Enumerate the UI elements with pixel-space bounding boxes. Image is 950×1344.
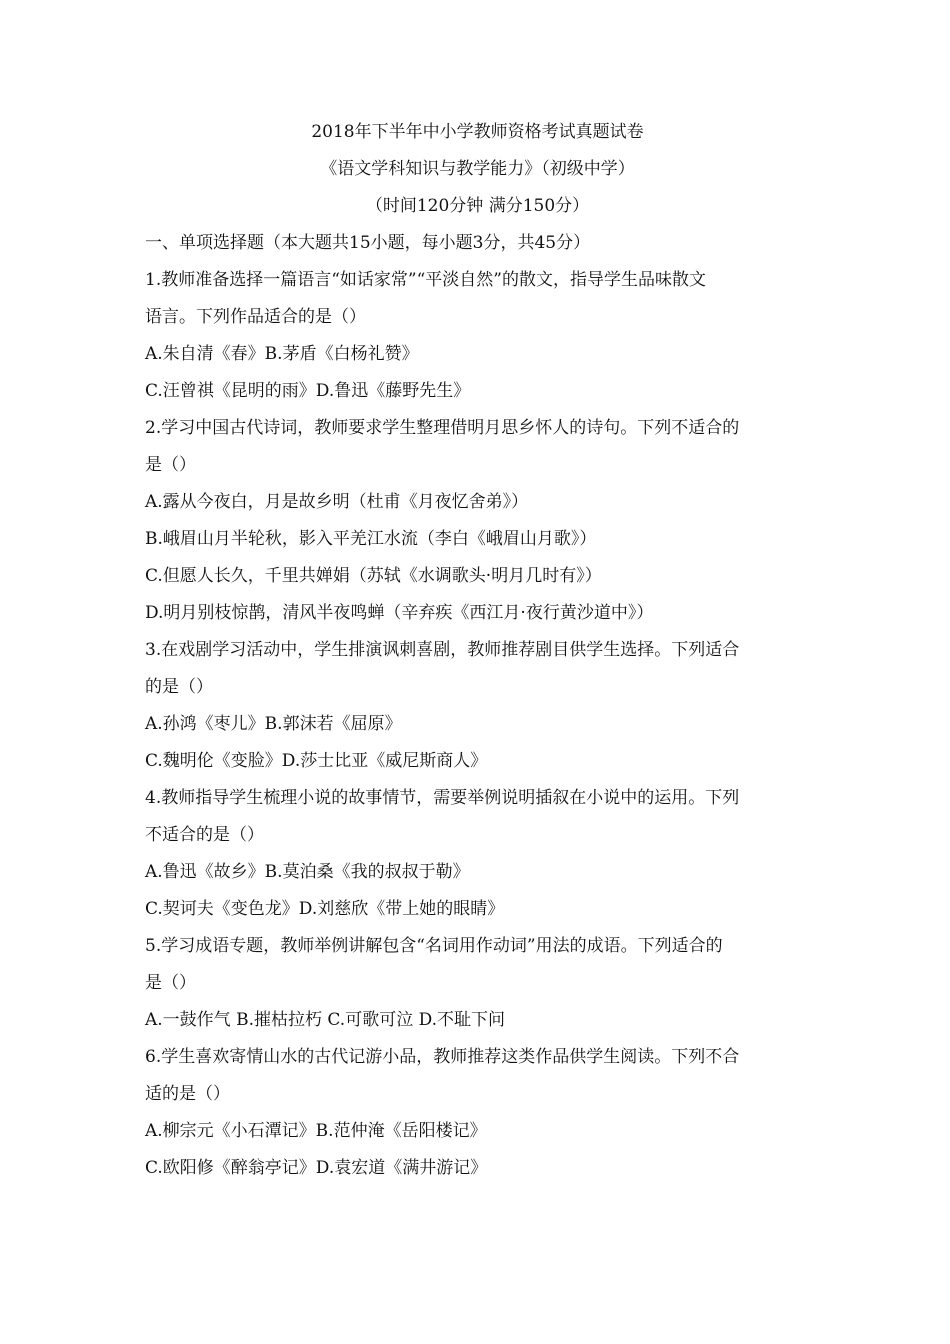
question-option: A.一鼓作气 B.摧枯拉朽 C.可歌可泣 D.不耻下问 (145, 1010, 506, 1030)
question-option: D.明月别枝惊鹊，清风半夜鸣蝉（辛弃疾《西江月·夜行黄沙道中》） (145, 603, 654, 623)
question-option: C.但愿人长久，千里共婵娟（苏轼《水调歌头·明月几时有》） (145, 566, 602, 586)
section-heading: 一、单项选择题（本大题共15小题，每小题3分，共45分） (145, 233, 591, 253)
question-stem-line: 的是（） (145, 677, 213, 697)
question-option: A.孙鸿《枣儿》B.郭沫若《屈原》 (145, 714, 402, 734)
document-content (145, 114, 810, 1187)
question-stem-line: 6.学生喜欢寄情山水的古代记游小品，教师推荐这类作品供学生阅读。下列不合 (145, 1047, 740, 1067)
question-stem-line: 1.教师准备选择一篇语言“如话家常”“平淡自然”的散文，指导学生品味散文 (145, 270, 706, 290)
question-stem-line: 5.学习成语专题，教师举例讲解包含“名词用作动词”用法的成语。下列适合的 (145, 936, 723, 956)
question-option: A.露从今夜白，月是故乡明（杜甫《月夜忆舍弟》） (145, 492, 529, 512)
question-option: A.柳宗元《小石潭记》B.范仲淹《岳阳楼记》 (145, 1121, 487, 1141)
question-option: C.欧阳修《醉翁亭记》D.袁宏道《满井游记》 (145, 1158, 488, 1178)
question-stem-line: 不适合的是（） (145, 825, 264, 845)
question-stem-line: 4.教师指导学生梳理小说的故事情节，需要举例说明插叙在小说中的运用。下列 (145, 788, 740, 808)
question-option: A.鲁迅《故乡》B.莫泊桑《我的叔叔于勒》 (145, 862, 470, 882)
question-option: C.汪曾祺《昆明的雨》D.鲁迅《藤野先生》 (145, 381, 471, 401)
question-stem-line: 是（） (145, 455, 196, 475)
question-5 (145, 928, 810, 1039)
question-stem-line: 是（） (145, 973, 196, 993)
question-1 (145, 262, 810, 410)
question-option: A.朱自清《春》B.茅盾《白杨礼赞》 (145, 344, 419, 364)
exam-subtitle: 《语文学科知识与教学能力》（初级中学） (320, 159, 635, 179)
question-6 (145, 1039, 810, 1187)
exam-title: 2018年下半年中小学教师资格考试真题试卷 (311, 122, 644, 142)
question-stem-line: 语言。下列作品适合的是（） (145, 307, 366, 327)
question-4 (145, 780, 810, 928)
question-option: B.峨眉山月半轮秋，影入平羌江水流（李白《峨眉山月歌》） (145, 529, 597, 549)
question-2 (145, 410, 810, 632)
exam-time-info: （时间120分钟 满分150分） (365, 196, 590, 216)
question-stem-line: 3.在戏剧学习活动中，学生排演讽刺喜剧，教师推荐剧目供学生选择。下列适合 (145, 640, 740, 660)
question-stem-line: 2.学习中国古代诗词，教师要求学生整理借明月思乡怀人的诗句。下列不适合的 (145, 418, 740, 438)
question-3 (145, 632, 810, 780)
question-option: C.魏明伦《变脸》D.莎士比亚《威尼斯商人》 (145, 751, 488, 771)
question-option: C.契诃夫《变色龙》D.刘慈欣《带上她的眼睛》 (145, 899, 505, 919)
question-stem-line: 适的是（） (145, 1084, 230, 1104)
